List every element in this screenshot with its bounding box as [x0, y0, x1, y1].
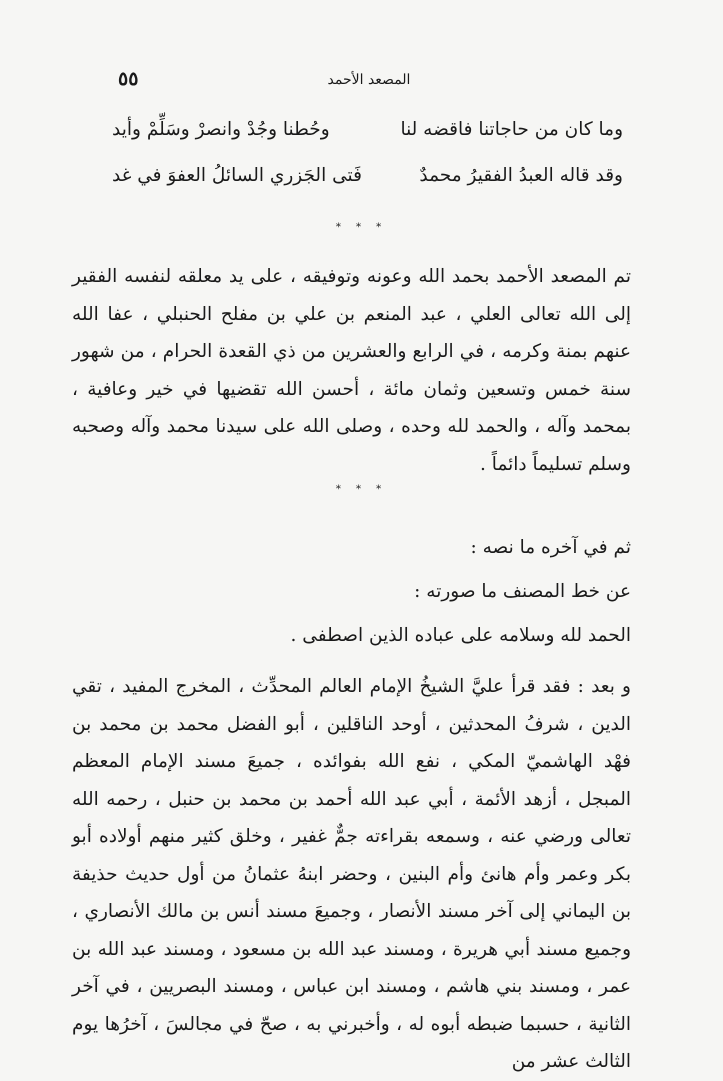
running-title: المصعد الأحمد	[327, 72, 411, 88]
page-number: ٥٥	[118, 68, 139, 90]
ijaza-text: و بعد : فقد قرأ عليَّ الشيخُ الإمام العالم المحدِّث ، المخرج المفيد ، تقي الدين ، شرفُ المحدثين ، أوحد الناقلين ، أبو الفضل محمد بن محمد بن فهْد الهاشميّ المكي ، نفع الله بفوائده ، جميعَ مسند الإمام المعظم المبجل ، أزهد الأئمة ، أبي عبد الله أحمد بن محمد بن حنبل ، رحمه الله تعالى ورضي عنه ، وسمعه بقراءته جمٌّ غفير ، وخلق كثير منهم أولاده أبو بكر وعمر وأم هانئ وأم البنين ، وحضر ابنهُ عثمانُ من أول حديث حذيفة بن اليماني إلى آخر مسند الأنصار ، وجميعَ مسند أنس بن مالك الأنصاري ، وجميع مسند أبي هريرة ، ومسند عبد الله بن مسعود ، ومسند عبد الله بن عمر ، ومسند بني هاشم ، ومسند ابن عباس ، ومسند البصريين ، في آخر الثانية ، حسبما ضبطه أبوه له ، وأخبرني به ، صحّ في مجالسَ ، آخرُها يوم الثالث عشر من	[72, 676, 631, 1072]
page-header	[110, 68, 628, 98]
colophon-text: تم المصعد الأحمد بحمد الله وعونه وتوفيقه ، على يد معلقه لنفسه الفقير إلى الله تعالى العلي ، عبد المنعم بن علي بن مفلح الحنبلي ، عفا الله عنهم بمنة وكرمه ، في الرابع والعشرين من ذي القعدة الحرام ، من شهور سنة خمس وتسعين وثمان مائة ، أحسن الله تقضيها في خير وعافية ، بمحمد وآله ، والحمد لله وحده ، وصلى الله على سيدنا محمد وآله وصحبه وسلم تسليماً دائماً .	[72, 266, 631, 475]
verse-2-first-hemistich: وقد قاله العبدُ الفقيرُ محمدٌ	[419, 165, 623, 186]
verse-1-second-hemistich: وحُطنا وجُدْ وانصرْ وسَلِّمْ وأيد	[112, 119, 330, 140]
section-separator-1: * * *	[335, 222, 388, 233]
section-separator-2: * * *	[335, 484, 388, 495]
poem-verse-2	[112, 158, 623, 194]
poem-verse-1	[112, 112, 623, 148]
verse-1-first-hemistich: وما كان من حاجاتنا فاقضه لنا	[400, 119, 623, 140]
note-line-1: ثم في آخره ما نصه :	[470, 537, 631, 558]
doxology-line: الحمد لله وسلامه على عباده الذين اصطفى .	[290, 625, 631, 646]
note-line-2: عن خط المصنف ما صورته :	[414, 581, 631, 602]
colophon-paragraph	[72, 258, 631, 483]
verse-2-second-hemistich: فَتى الجَزري السائلُ العفوَ في غد	[112, 165, 362, 186]
ijaza-paragraph	[72, 668, 631, 1081]
